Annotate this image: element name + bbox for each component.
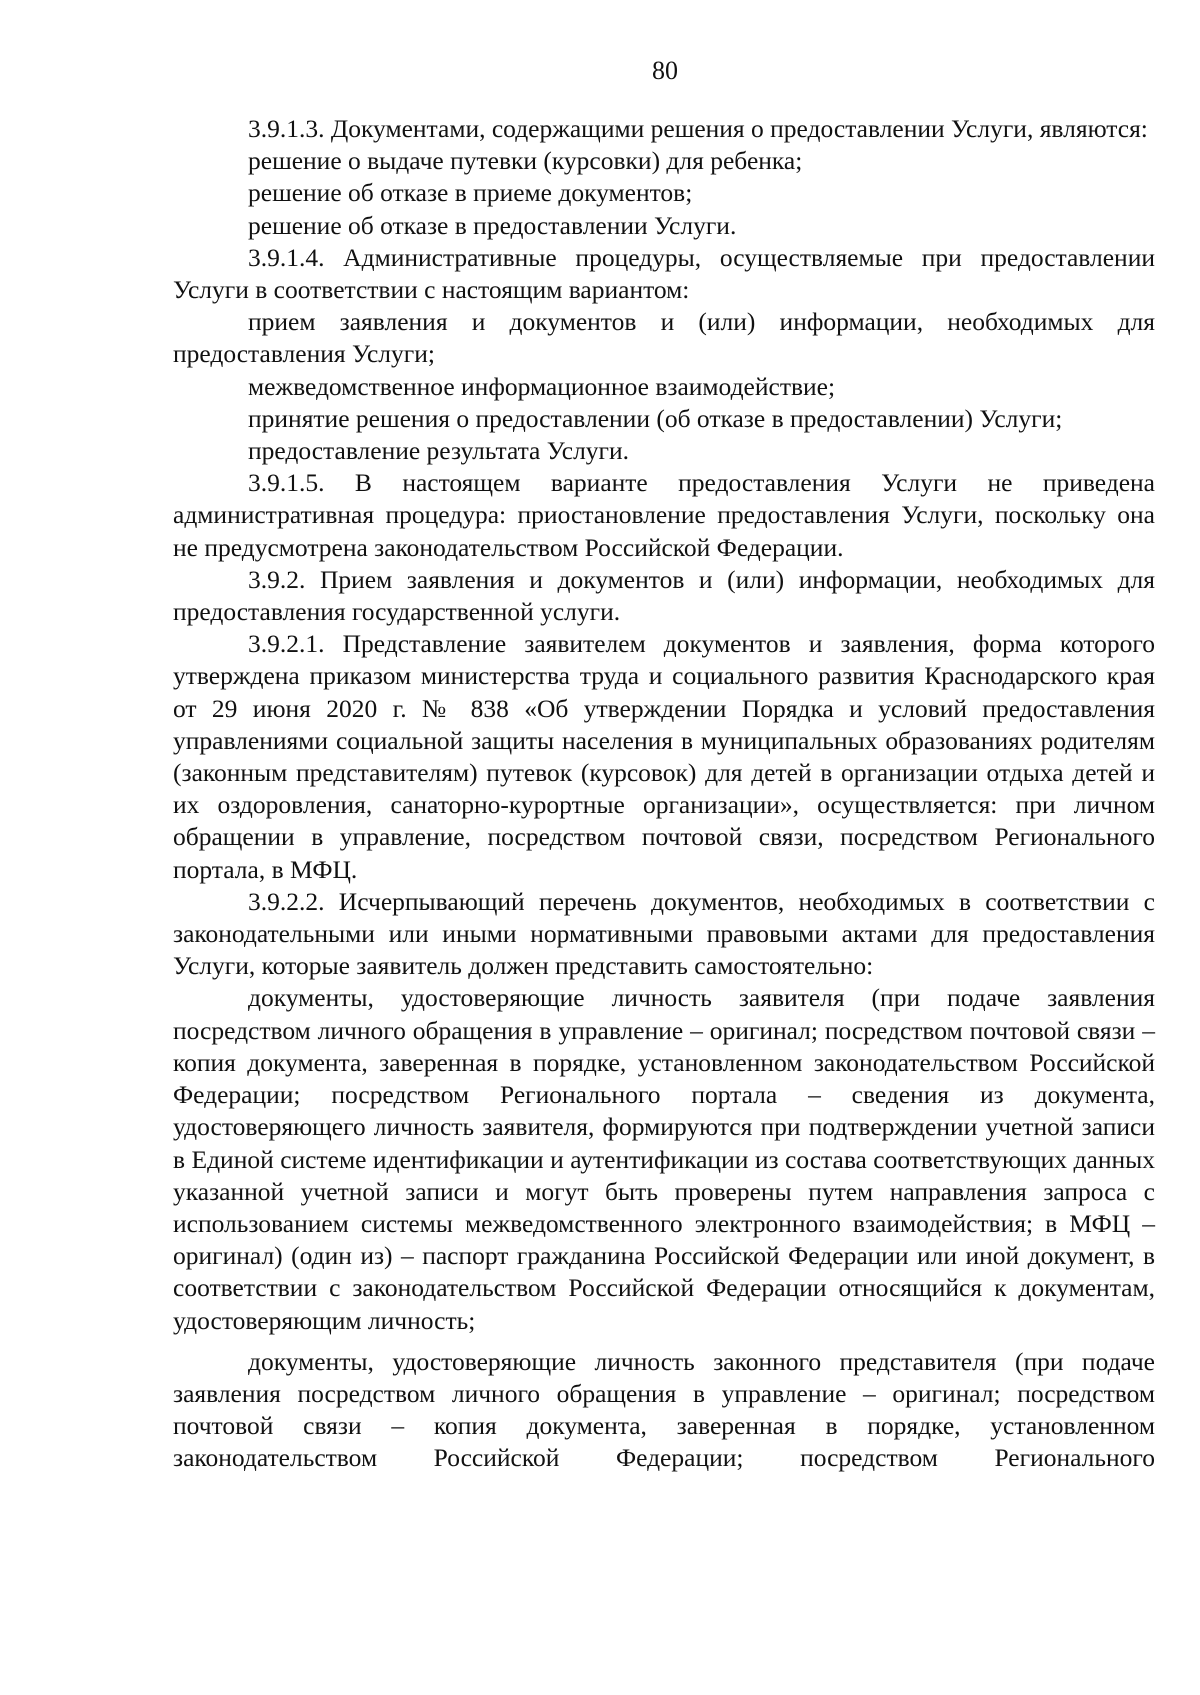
paragraph-3-9-2-1: 3.9.2.1. Представление заявителем документов и заявления, форма которого утверждена приказом министерства труда и социального развития Краснодарского края от 29 июня 2020 г. № 838 «Об утверждении Порядка и условий предоставления управлениями социальной защиты населения в муниципальных образованиях родителям (законным представителям) путевок (курсовок) для детей в организации отдыха детей и их оздоровления, санаторно-курортные организации», осуществляется: при личном обращении в управление, посредством почтовой связи, посредством Регионального портала, в МФЦ. bbox=[173, 629, 1155, 884]
list-item-decision-voucher: решение о выдаче путевки (курсовки) для ребенка; bbox=[248, 146, 803, 176]
list-item-applicant-identity-documents: документы, удостоверяющие личность заявителя (при подаче заявления посредством личного обращения в управление – оригинал; посредством почтовой связи – копия документа, заверенная в порядке, установленном законодательством Российской Федерации; посредством Регионального портала – сведения из документа, удостоверяющего личность заявителя, формируются при подтверждении учетной записи в Единой системе идентификации и аутентификации из состава соответствующих данных указанной учетной записи и могут быть проверены путем направления запроса с использованием системы межведомственного электронного взаимодействия; в МФЦ – оригинал) (один из) – паспорт гражданина Российской Федерации или иной документ, в соответствии с законодательством Российской Федерации относящийся к документам, удостоверяющим личность; bbox=[173, 983, 1155, 1335]
list-item-decision-making: принятие решения о предоставлении (об отказе в предоставлении) Услуги; bbox=[248, 403, 1063, 433]
list-item-representative-identity-documents: документы, удостоверяющие личность законного представителя (при подаче заявления посредством личного обращения в управление – оригинал; посредством почтовой связи – копия документа, заверенная в порядке, установленном законодательством Российской Федерации; посредством Регионального bbox=[173, 1346, 1155, 1473]
page-number: 80 bbox=[652, 56, 678, 85]
document-body bbox=[173, 113, 1155, 1475]
list-item-interagency-interaction: межведомственное информационное взаимодействие; bbox=[248, 371, 836, 401]
list-item-application-reception: прием заявления и документов и (или) информации, необходимых для предоставления Услуги; bbox=[173, 307, 1155, 369]
paragraph-3-9-1-5: 3.9.1.5. В настоящем варианте предоставления Услуги не приведена административная процедура: приостановление предоставления Услуги, поскольку она не предусмотрена законодательством Российской Федерации. bbox=[173, 468, 1155, 562]
list-item-result-provision: предоставление результата Услуги. bbox=[248, 436, 630, 466]
paragraph-3-9-1-4: 3.9.1.4. Административные процедуры, осуществляемые при предоставлении Услуги в соответствии с настоящим вариантом: bbox=[173, 242, 1155, 305]
paragraph-3-9-1-3: 3.9.1.3. Документами, содержащими решения о предоставлении Услуги, являются: bbox=[248, 114, 1148, 143]
paragraph-3-9-2: 3.9.2. Прием заявления и документов и (или) информации, необходимых для предоставления государственной услуги. bbox=[173, 564, 1155, 627]
list-item-refusal-documents: решение об отказе в приеме документов; bbox=[248, 178, 693, 208]
list-item-refusal-service: решение об отказе в предоставлении Услуги. bbox=[248, 210, 737, 240]
paragraph-3-9-2-2: 3.9.2.2. Исчерпывающий перечень документов, необходимых в соответствии с законодательными или иными нормативными правовыми актами для предоставления Услуги, которые заявитель должен представить самостоятельно: bbox=[173, 886, 1155, 981]
